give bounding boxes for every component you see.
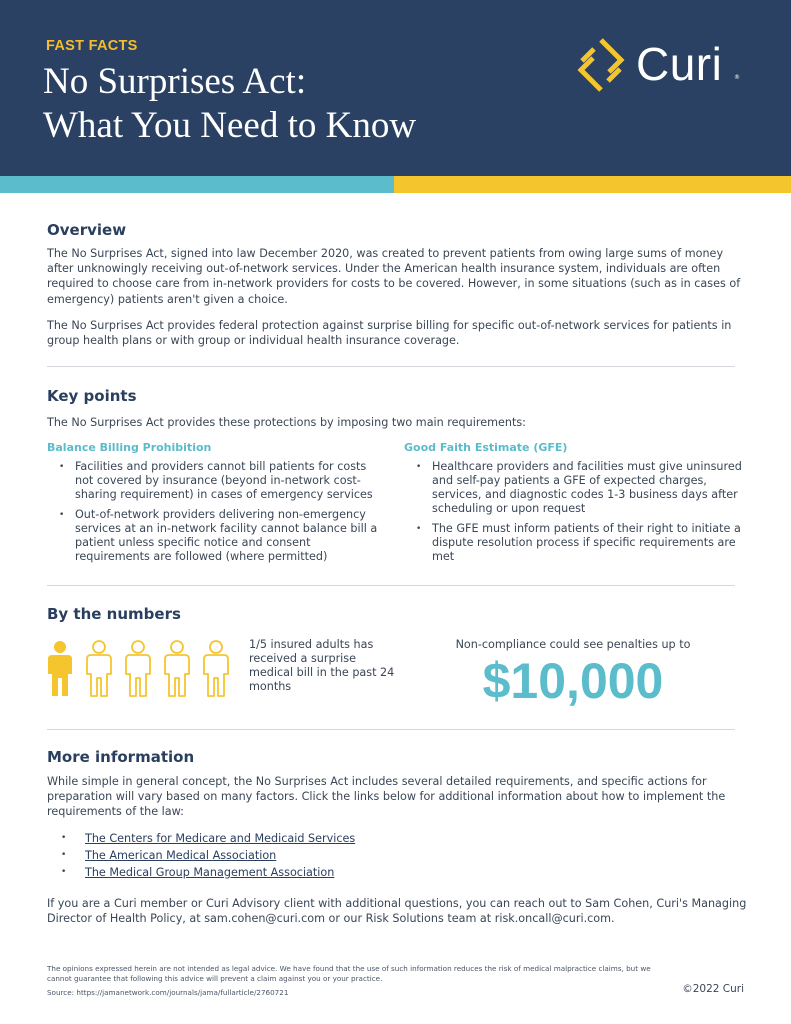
- curi-logo-text: Curi: [636, 38, 723, 90]
- overview-paragraph-1: The No Surprises Act, signed into law December 2020, was created to prevent patients from owing large sums of money after unknowingly receiving out-of-network services. Under the American health insurance system, individuals are often required to choose care from in-network providers for costs to be covered. However, in some situations (such as in cases of emergency) patients aren't given a choice.: [47, 247, 741, 306]
- legal-disclaimer: The opinions expressed herein are not intended as legal advice. We have found that the use of such information reduces the risk of medical malpractice claims, but we cannot guarantee that following this advice will prevent a claim against you or your practice.: [47, 964, 651, 983]
- list-item: • Out-of-network providers delivering non-emergency services at an in-network facility cannot balance bill a patient unless specific notice and consent requirements are followed (where permitted): [47, 508, 387, 564]
- accent-band-gold: [394, 176, 791, 193]
- person-icon: [48, 641, 72, 696]
- divider: [47, 366, 735, 367]
- curi-logo: [574, 36, 754, 96]
- divider: [47, 729, 735, 730]
- header-banner: [0, 0, 791, 176]
- key-points-heading: Key points: [47, 387, 137, 405]
- numbers-heading: By the numbers: [47, 605, 181, 623]
- list-item: [47, 847, 355, 864]
- list-item: • Facilities and providers cannot bill patients for costs not covered by insurance (beyond in-network cost-sharing requirement) in cases of emergency services: [47, 460, 387, 502]
- curi-logo-mark-icon: [574, 36, 628, 94]
- surprise-bill-stat: 1/5 insured adults has received a surprise medical bill in the past 24 months: [249, 638, 395, 693]
- mgma-link[interactable]: The Medical Group Management Association: [85, 866, 335, 879]
- person-icon: [126, 641, 150, 696]
- copyright: ©2022 Curi: [682, 983, 744, 995]
- list-item: [47, 864, 355, 881]
- list-item: • Healthcare providers and facilities must give uninsured and self-pay patients a GFE of expected charges, services, and diagnostic codes 1-3 business days after scheduling or upon request: [404, 460, 744, 516]
- penalty-label: Non-compliance could see penalties up to: [455, 638, 691, 651]
- contact-paragraph: If you are a Curi member or Curi Advisory client with additional questions, you can reach out to Sam Cohen, Curi's Managing Director of Health Policy, at sam.cohen@curi.com or our Risk Solutions team at risk.oncall@curi.com.: [47, 897, 747, 926]
- page-title: [43, 60, 416, 148]
- accent-band-teal: [0, 176, 394, 193]
- overview-heading: Overview: [47, 221, 127, 239]
- registered-mark: ®: [734, 74, 740, 81]
- overview-paragraph-2: The No Surprises Act provides federal protection against surprise billing for specific out-of-network services for patients in group health plans or with group or individual health insurance coverage.: [47, 319, 732, 348]
- resource-links: [47, 830, 355, 881]
- title-line-1: No Surprises Act:: [43, 61, 307, 102]
- divider: [47, 585, 735, 586]
- people-infographic: [46, 640, 236, 698]
- person-icon: [204, 641, 228, 696]
- ama-link[interactable]: The American Medical Association: [85, 849, 277, 862]
- balance-billing-heading: Balance Billing Prohibition: [47, 441, 212, 454]
- person-icon: [87, 641, 111, 696]
- person-icon: [165, 641, 189, 696]
- source-citation: Source: https://jamanetwork.com/journals/jama/fullarticle/2760721: [47, 988, 289, 997]
- cms-link[interactable]: The Centers for Medicare and Medicaid Services: [85, 832, 356, 845]
- list-item: • The GFE must inform patients of their right to initiate a dispute resolution process if specific requirements are met: [404, 522, 744, 564]
- balance-billing-list: [47, 460, 387, 570]
- title-line-2: What You Need to Know: [43, 105, 417, 146]
- gfe-heading: Good Faith Estimate (GFE): [404, 441, 568, 454]
- gfe-list: [404, 460, 744, 570]
- eyebrow-label: FAST FACTS: [46, 38, 138, 54]
- more-info-paragraph: While simple in general concept, the No Surprises Act includes several detailed requirements, and specific actions for preparation will vary based on many factors. Click the links below for additional information about how to implement the requirements of the law:: [47, 775, 726, 819]
- more-info-heading: More information: [47, 748, 195, 766]
- list-item: [47, 830, 355, 847]
- key-points-intro: The No Surprises Act provides these protections by imposing two main requirements:: [47, 416, 526, 429]
- penalty-amount: $10,000: [482, 653, 664, 709]
